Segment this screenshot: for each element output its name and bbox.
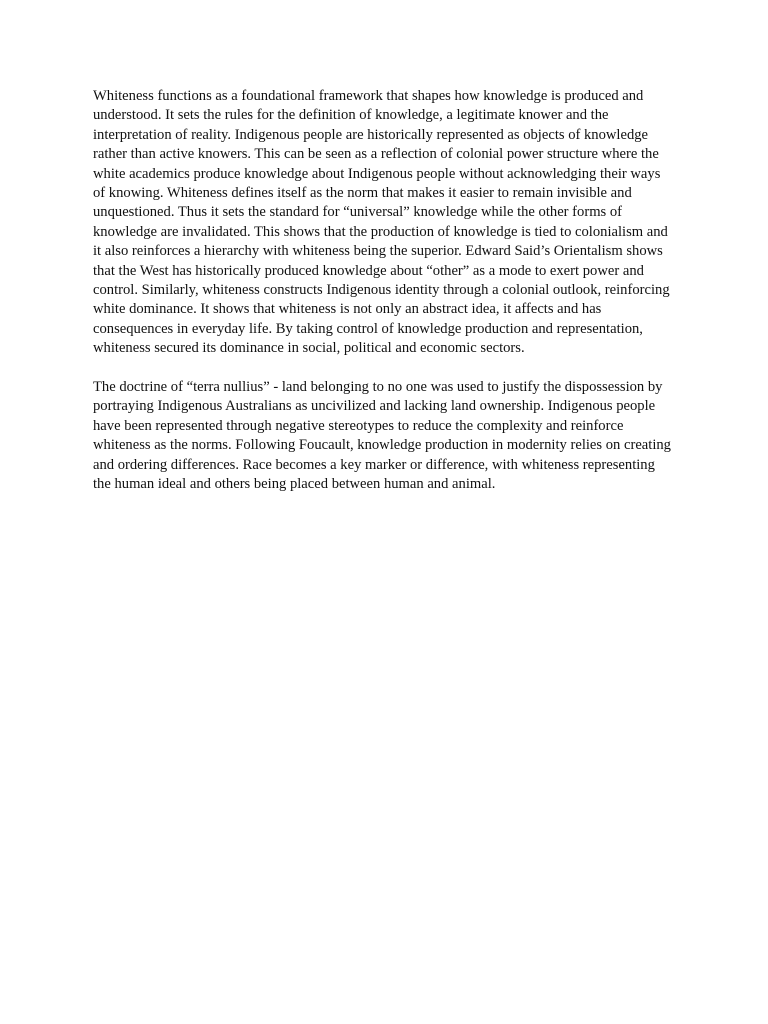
paragraph-whiteness-framework: Whiteness functions as a foundational framework that shapes how knowledge is produced and understood. It sets the rules for the definition of knowledge, a legitimate knower and the interpretation of reality. Indigenous people are historically represented as objects of knowledge rather than active knowers. This can be seen as a reflection of colonial power structure where the white academics produce knowledge about Indigenous people without acknowledging their ways of knowing. Whiteness defines itself as the norm that makes it easier to remain invisible and unquestioned. Thus it sets the standard for “universal” knowledge while the other forms of knowledge are invalidated. This shows that the production of knowledge is tied to colonialism and it also reinforces a hierarchy with whiteness being the superior. Edward Said’s Orientalism shows that the West has historically produced knowledge about “other” as a mode to exert power and control. Similarly, whiteness constructs Indigenous identity through a colonial outlook, reinforcing white dominance. It shows that whiteness is not only an abstract idea, it affects and has consequences in everyday life. By taking control of knowledge production and representation, whiteness secured its dominance in social, political and economic sectors.	[93, 88, 670, 357]
document-body	[93, 87, 673, 514]
paragraph-terra-nullius: The doctrine of “terra nullius” - land belonging to no one was used to justify the dispossession by portraying Indigenous Australians as uncivilized and lacking land ownership. Indigenous people have been represented through negative stereotypes to reduce the complexity and reinforce whiteness as the norms. Following Foucault, knowledge production in modernity relies on creating and ordering differences. Race becomes a key marker or difference, with whiteness representing the human ideal and others being placed between human and animal.	[93, 379, 671, 493]
